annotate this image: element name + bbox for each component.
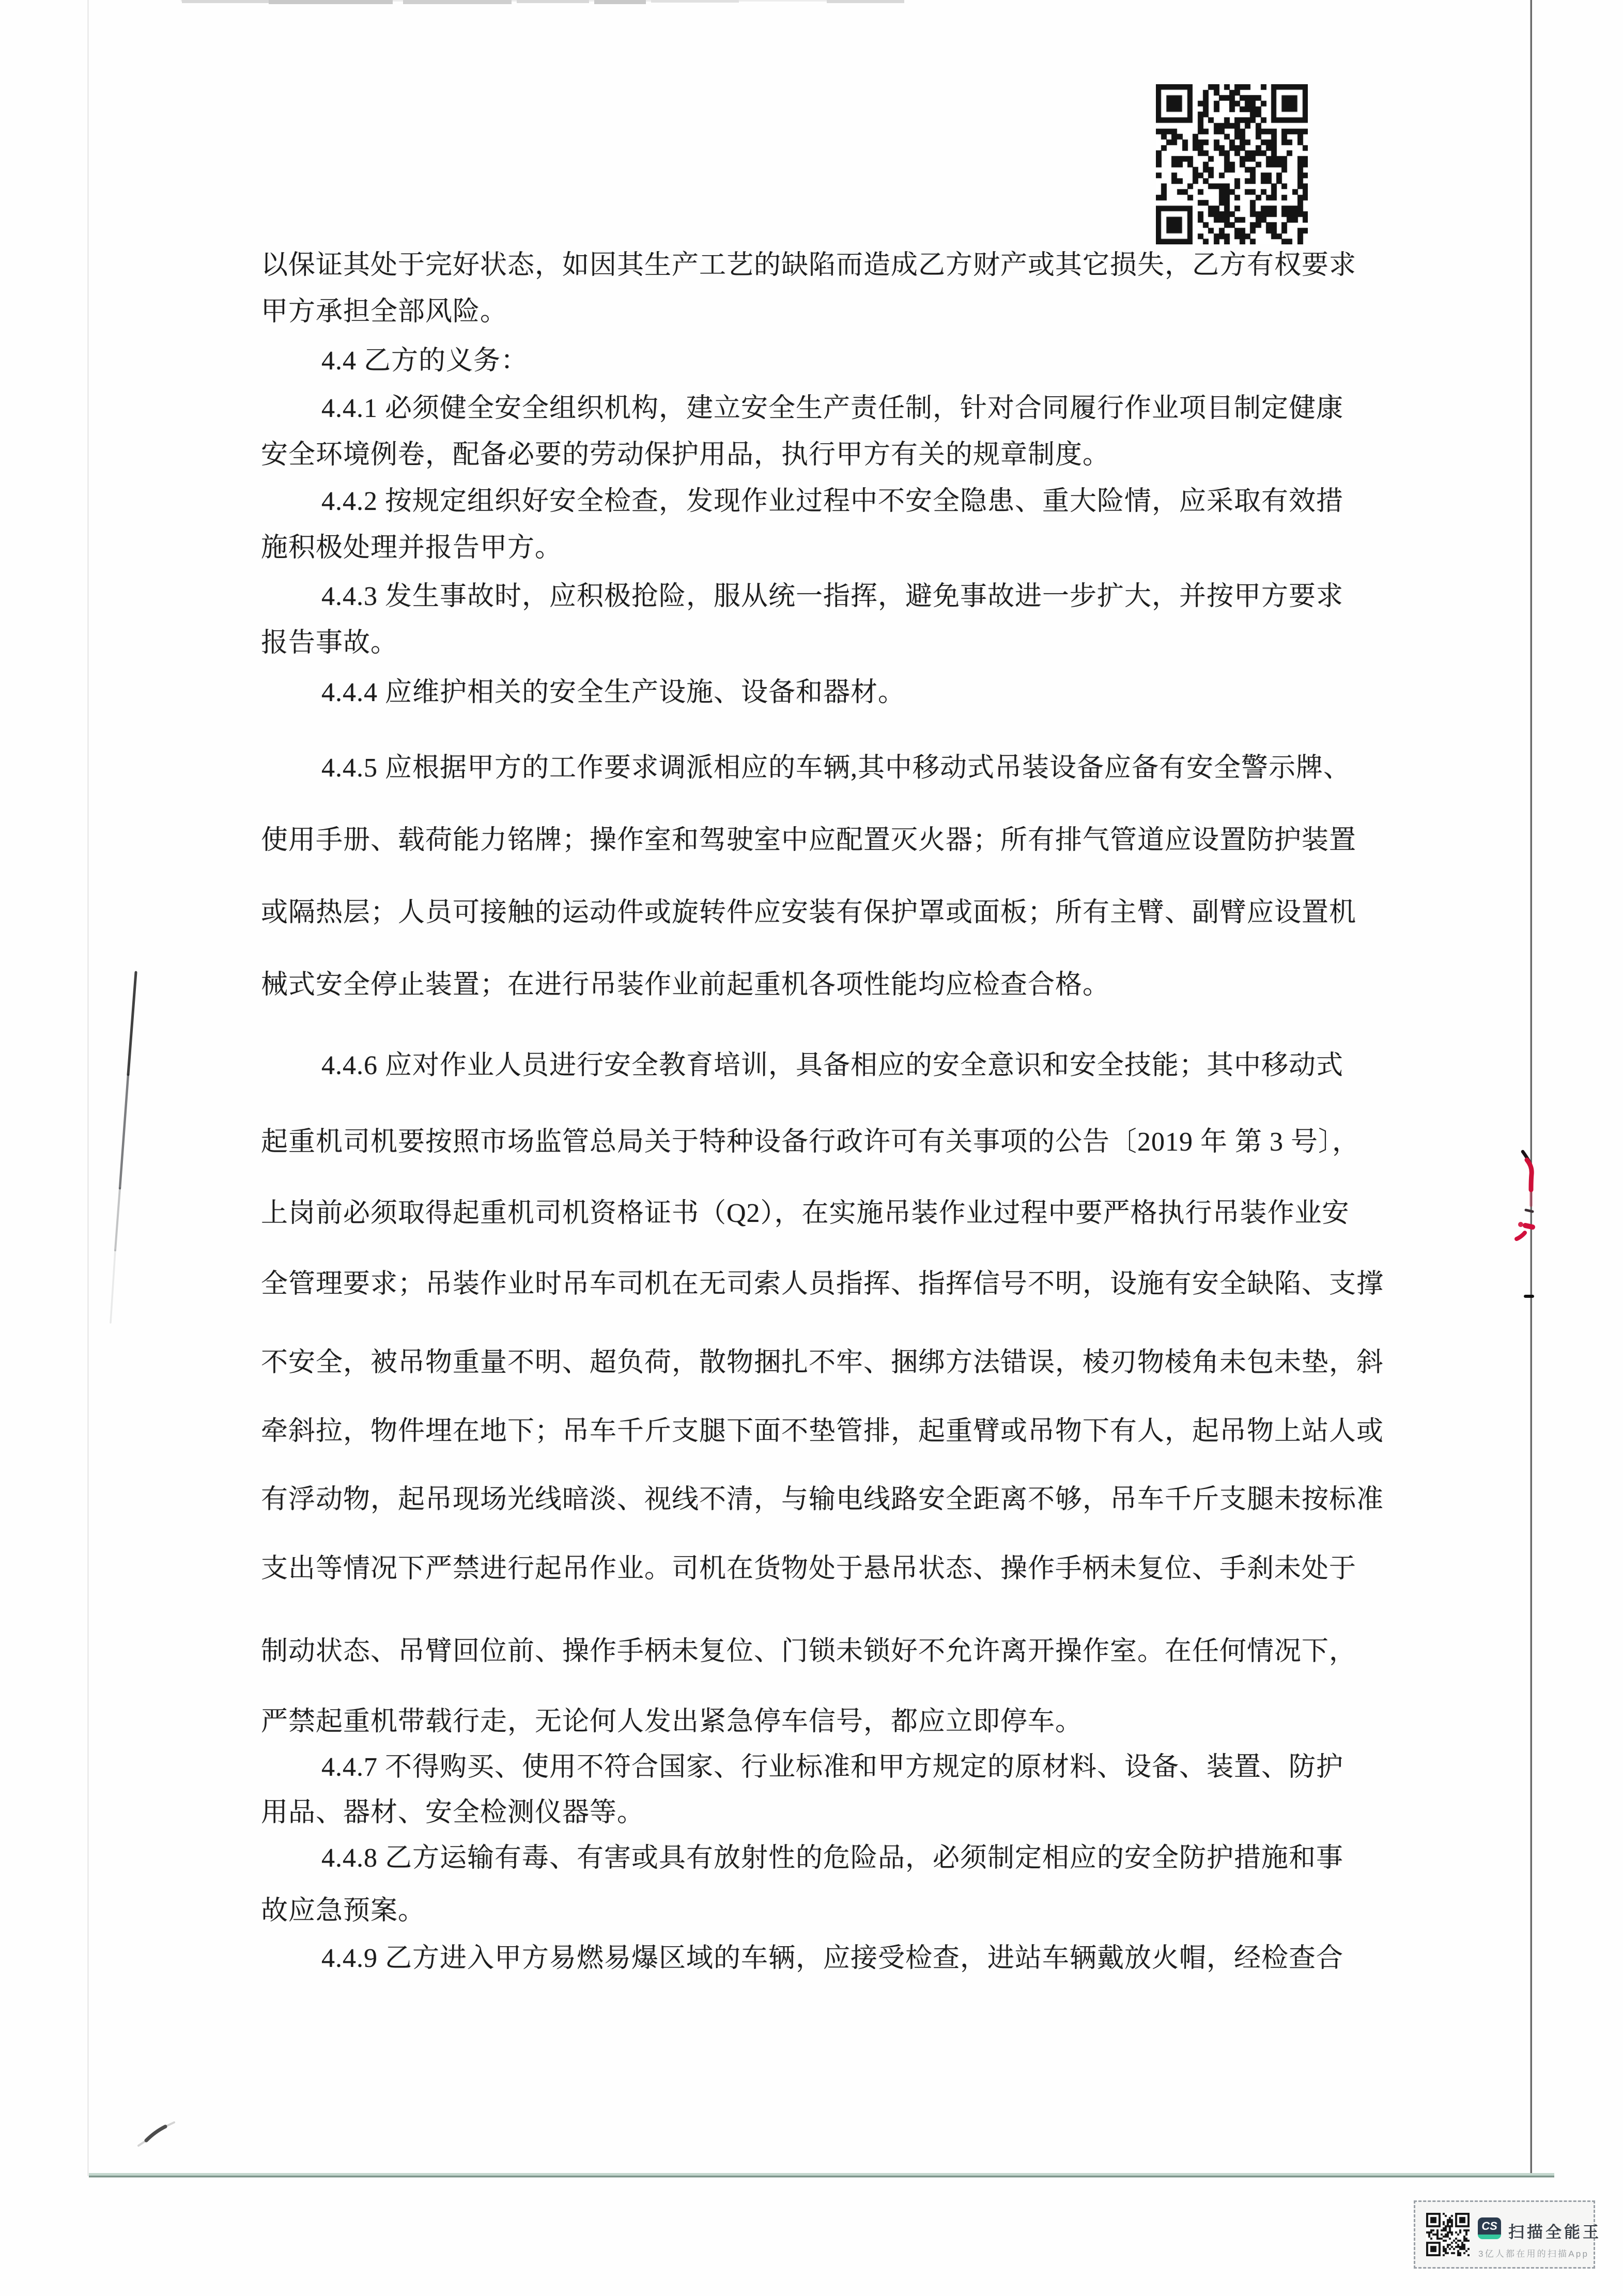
- scan-edge-smudge: [827, 0, 904, 3]
- text-line: 不安全，被吊物重量不明、超负荷，散物捆扎不牢、捆绑方法错误，棱刃物棱角未包未垫，斜: [261, 1348, 1384, 1377]
- text-line: 制动状态、吊臂回位前、操作手柄未复位、门锁未锁好不允许离开操作室。在任何情况下，: [261, 1637, 1357, 1666]
- crease-line: [115, 1188, 120, 1250]
- crease-line: [128, 972, 136, 1075]
- scan-edge-smudge: [182, 0, 269, 3]
- text-line: 4.4 乙方的义务：: [321, 346, 529, 376]
- text-line: 严禁起重机带载行走，无论何人发出紧急停车信号，都应立即停车。: [261, 1707, 1083, 1736]
- text-line: 起重机司机要按照市场监管总局关于特种设备行政许可有关事项的公告〔2019 年 第 3 号〕，: [261, 1127, 1360, 1157]
- text-line: 故应急预案。: [261, 1896, 426, 1926]
- watermark-title: 扫描全能王: [1508, 2223, 1601, 2241]
- scan-edge-smudge: [269, 0, 393, 4]
- text-line: 4.4.5 应根据甲方的工作要求调派相应的车辆,其中移动式吊装设备应备有安全警示牌、: [321, 753, 1351, 783]
- text-line: 全管理要求；吊装作业时吊车司机在无司索人员指挥、指挥信号不明，设施有安全缺陷、支撑: [261, 1269, 1384, 1299]
- camscanner-logo-icon: [1478, 2217, 1501, 2239]
- text-line: 4.4.2 按规定组织好安全检查，发现作业过程中不安全隐患、重大险情，应采取有效措: [321, 487, 1344, 516]
- crease-line: [120, 1075, 128, 1188]
- text-line: 上岗前必须取得起重机司机资格证书（Q2），在实施吊装作业过程中要严格执行吊装作业安: [261, 1199, 1350, 1228]
- text-line: 以保证其处于完好状态，如因其生产工艺的缺陷而造成乙方财产或其它损失，乙方有权要求: [261, 251, 1357, 280]
- text-line: 4.4.1 必须健全安全组织机构，建立安全生产责任制，针对合同履行作业项目制定健康: [321, 394, 1344, 423]
- text-line: 或隔热层；人员可接触的运动件或旋转件应安装有保护罩或面板；所有主臂、副臂应设置机: [261, 898, 1357, 927]
- pen-slash: [165, 2122, 174, 2127]
- watermark-qr-code: [1426, 2213, 1470, 2256]
- red-pen-hook: [1523, 1152, 1529, 1162]
- red-pen-dash: [1525, 1225, 1533, 1227]
- red-pen-dash: [1517, 1233, 1525, 1239]
- text-line: 用品、器材、安全检测仪器等。: [261, 1798, 645, 1827]
- text-line: 4.4.7 不得购买、使用不符合国家、行业标准和甲方规定的原材料、设备、装置、防护: [321, 1752, 1344, 1782]
- page-edge-bottom: [89, 2176, 1554, 2178]
- text-line: 4.4.3 发生事故时，应积极抢险，服从统一指挥，避免事故进一步扩大，并按甲方要求: [321, 582, 1344, 611]
- page-edge-right: [1531, 0, 1533, 2176]
- text-line: 施积极处理并报告甲方。: [261, 533, 563, 563]
- camscanner-watermark: [1414, 2200, 1601, 2269]
- text-line: 4.4.8 乙方运输有毒、有害或具有放射性的危险品，必须制定相应的安全防护措施和事: [321, 1843, 1344, 1873]
- red-pen-dash: [1526, 1210, 1533, 1212]
- text-line: 牵斜拉，物件埋在地下；吊车千斤支腿下面不垫管排，起重臂或吊物下有人，起吊物上站人或: [261, 1417, 1384, 1446]
- text-line: 械式安全停止装置；在进行吊装作业前起重机各项性能均应检查合格。: [261, 970, 1110, 1000]
- text-line: 报告事故。: [261, 628, 398, 658]
- text-line: 甲方承担全部风险。: [261, 297, 508, 327]
- scan-edge-smudge: [403, 0, 512, 4]
- scan-edge-smudge: [651, 0, 739, 3]
- camscanner-logo-text: CS: [1478, 2217, 1501, 2235]
- pen-slash: [138, 2140, 146, 2146]
- text-line: 4.4.9 乙方进入甲方易燃易爆区域的车辆，应接受检查，进站车辆戴放火帽，经检查合: [321, 1944, 1344, 1973]
- watermark-subtitle: 3亿人都在用的扫描App: [1478, 2249, 1589, 2259]
- red-pen-hook: [1527, 1160, 1532, 1190]
- text-line: 4.4.4 应维护相关的安全生产设施、设备和器材。: [321, 678, 906, 707]
- scan-edge-smudge: [517, 0, 589, 3]
- page-edge-bottom: [89, 2173, 1554, 2176]
- text-line: 支出等情况下严禁进行起吊作业。司机在货物处于悬吊状态、操作手柄未复位、手刹未处于: [261, 1554, 1357, 1584]
- scan-edge-smudge: [594, 0, 646, 4]
- document-qr-code: [1156, 84, 1308, 244]
- text-line: 使用手册、载荷能力铭牌；操作室和驾驶室中应配置灭火器；所有排气管道应设置防护装置: [261, 826, 1357, 855]
- page-edge-left: [87, 0, 89, 2176]
- crease-line: [111, 1250, 115, 1323]
- text-line: 安全环境例卷，配备必要的劳动保护用品，执行甲方有关的规章制度。: [261, 440, 1110, 470]
- text-line: 4.4.6 应对作业人员进行安全教育培训，具备相应的安全意识和安全技能；其中移动式: [321, 1051, 1344, 1080]
- pen-slash: [146, 2127, 165, 2140]
- text-line: 有浮动物，起吊现场光线暗淡、视线不清，与输电线路安全距离不够，吊车千斤支腿未按标准: [261, 1485, 1384, 1514]
- red-pen-dot: [1518, 1222, 1523, 1227]
- camscanner-logo-accent: [1478, 2235, 1501, 2239]
